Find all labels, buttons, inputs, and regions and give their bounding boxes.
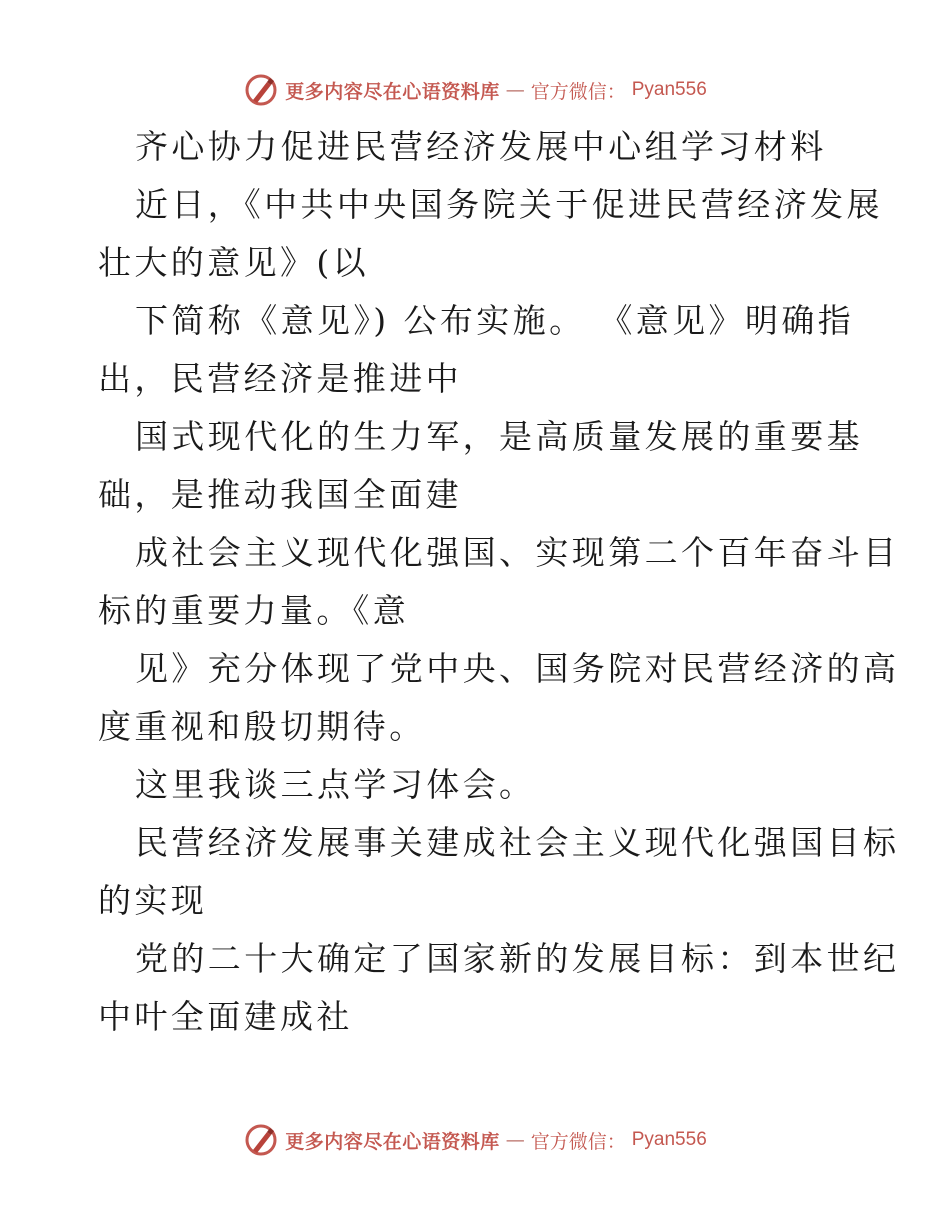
paragraph-line: 标的重要力量。《意 [98, 591, 410, 630]
paragraph-line: 下简称《意见》) 公布实施。 《意见》明确指 [135, 301, 855, 340]
section-heading-line: 民营经济发展事关建成社会主义现代化强国目标 [135, 823, 900, 862]
section-heading-line: 的实现 [98, 881, 208, 920]
paragraph-line: 见》充分体现了党中央、国务院对民营经济的高 [135, 649, 900, 688]
paragraph-line: 国式现代化的生力军，是高质量发展的重要基 [135, 417, 863, 456]
header-watermark [0, 68, 950, 112]
watermark-wechat-id: Pyan556 [631, 1129, 707, 1150]
paragraph-line: 度重视和殷切期待。 [98, 707, 426, 746]
paragraph-line: 中叶全面建成社 [98, 997, 353, 1036]
paragraph-line: 近日，《中共中央国务院关于促进民营经济发展 [135, 185, 883, 224]
watermark-brand-text: 更多内容尽在心语资料库 [285, 80, 500, 103]
footer-watermark [0, 1118, 950, 1162]
watermark-separator: — [505, 1129, 525, 1151]
paragraph-line: 党的二十大确定了国家新的发展目标：到本世纪 [135, 939, 900, 978]
paragraph-line: 这里我谈三点学习体会。 [135, 765, 536, 804]
paragraph-line: 础，是推动我国全面建 [98, 475, 462, 514]
watermark-official-label: 官方微信： [530, 80, 626, 103]
paragraph-line: 出，民营经济是推进中 [98, 359, 462, 398]
paragraph-line: 成社会主义现代化强国、实现第二个百年奋斗目 [135, 533, 900, 572]
watermark-official-label: 官方微信： [530, 1130, 626, 1153]
red-pen-circle-logo-icon [243, 72, 279, 108]
document-body [98, 118, 900, 1046]
watermark-wechat-id: Pyan556 [631, 79, 707, 100]
document-title: 齐心协力促进民营经济发展中心组学习材料 [135, 127, 827, 166]
red-pen-circle-logo-icon [243, 1122, 279, 1158]
watermark-separator: — [505, 79, 525, 101]
paragraph-line: 壮大的意见》(以 [98, 243, 370, 282]
watermark-brand-text: 更多内容尽在心语资料库 [285, 1130, 500, 1153]
